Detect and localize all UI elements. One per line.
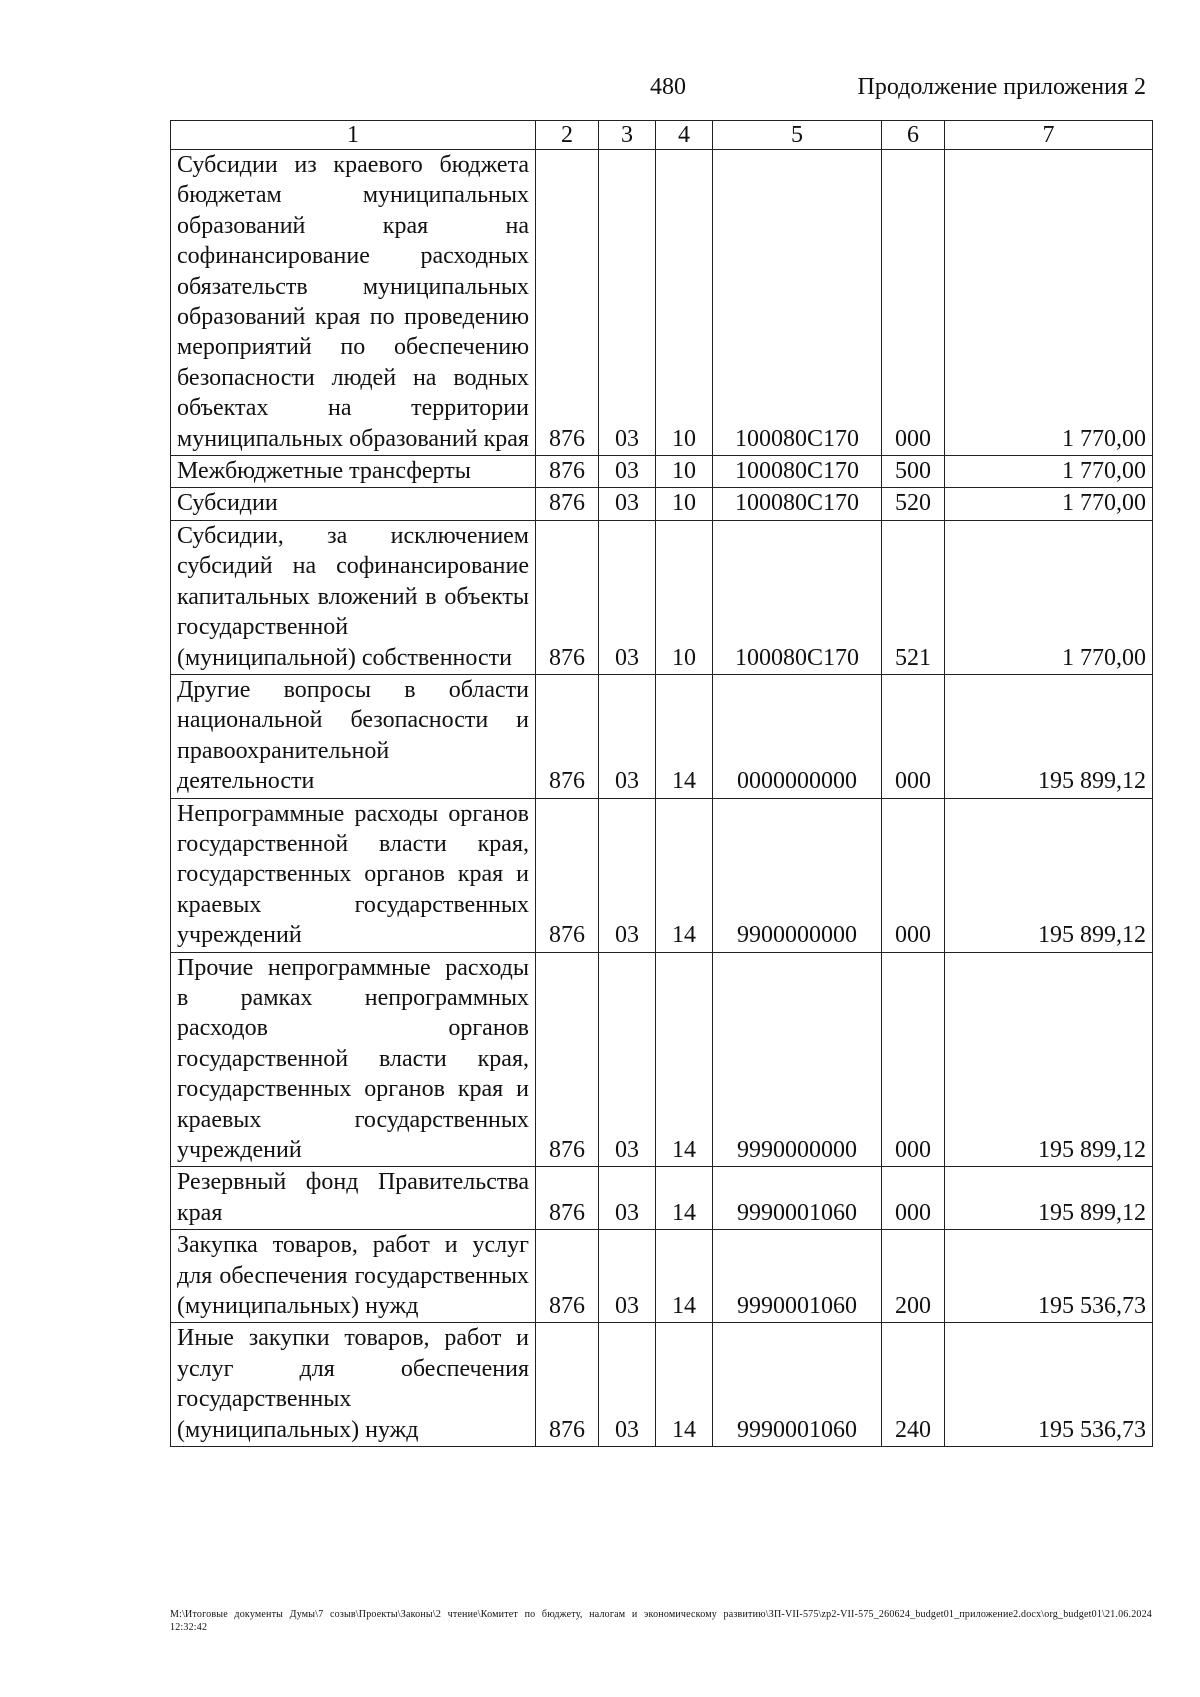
continuation-title: Продолжение приложения 2 bbox=[857, 74, 1146, 100]
subsection-cell: 10 bbox=[656, 488, 713, 520]
row-name-cell: Непрограммные расходы органов государственной власти края, государственных органов края и краевых государственных учреждений bbox=[171, 798, 536, 952]
admin-code-cell: 876 bbox=[536, 1167, 599, 1230]
table-row bbox=[171, 1230, 1153, 1323]
section-cell: 03 bbox=[599, 674, 656, 798]
target-article-cell: 9900000000 bbox=[713, 798, 882, 952]
row-name-cell: Субсидии из краевого бюджета бюджетам муниципальных образований края на софинансирование расходных обязательств муниципальных образований края по проведению мероприятий по обеспечению безопасности людей на водных объектах на территории муниципальных образований края bbox=[171, 150, 536, 456]
section-cell: 03 bbox=[599, 1323, 656, 1447]
table-row bbox=[171, 1323, 1153, 1447]
target-article-cell: 100080С170 bbox=[713, 150, 882, 456]
subsection-cell: 14 bbox=[656, 1230, 713, 1323]
subsection-cell: 14 bbox=[656, 952, 713, 1167]
amount-cell: 1 770,00 bbox=[945, 520, 1153, 674]
section-cell: 03 bbox=[599, 798, 656, 952]
row-name-cell: Другие вопросы в области национальной безопасности и правоохранительной деятельности bbox=[171, 674, 536, 798]
expense-type-cell: 000 bbox=[882, 1167, 945, 1230]
column-header: 5 bbox=[713, 121, 882, 150]
expense-type-cell: 000 bbox=[882, 798, 945, 952]
admin-code-cell: 876 bbox=[536, 488, 599, 520]
section-cell: 03 bbox=[599, 1230, 656, 1323]
section-cell: 03 bbox=[599, 952, 656, 1167]
admin-code-cell: 876 bbox=[536, 150, 599, 456]
row-name-cell: Субсидии bbox=[171, 488, 536, 520]
document-path-footer: M:\Итоговые документы Думы\7 созыв\Проекты\Законы\2 чтение\Комитет по бюджету, налогам и экономическому развитию\ЗП-VII-575\zp2-VII-575_260624_budget01_приложение2.docx\org_budget01\21.06.2024 12:32:42 bbox=[170, 1609, 1152, 1633]
expense-type-cell: 000 bbox=[882, 952, 945, 1167]
column-header: 6 bbox=[882, 121, 945, 150]
target-article-cell: 9990000000 bbox=[713, 952, 882, 1167]
target-article-cell: 0000000000 bbox=[713, 674, 882, 798]
row-name-cell: Иные закупки товаров, работ и услуг для обеспечения государственных (муниципальных) нужд bbox=[171, 1323, 536, 1447]
section-cell: 03 bbox=[599, 1167, 656, 1230]
expense-type-cell: 000 bbox=[882, 674, 945, 798]
amount-cell: 195 536,73 bbox=[945, 1230, 1153, 1323]
table-row bbox=[171, 520, 1153, 674]
subsection-cell: 10 bbox=[656, 520, 713, 674]
admin-code-cell: 876 bbox=[536, 520, 599, 674]
amount-cell: 1 770,00 bbox=[945, 488, 1153, 520]
amount-cell: 1 770,00 bbox=[945, 150, 1153, 456]
row-name-cell: Закупка товаров, работ и услуг для обеспечения государственных (муниципальных) нужд bbox=[171, 1230, 536, 1323]
section-cell: 03 bbox=[599, 488, 656, 520]
expense-type-cell: 200 bbox=[882, 1230, 945, 1323]
subsection-cell: 10 bbox=[656, 150, 713, 456]
target-article-cell: 9990001060 bbox=[713, 1323, 882, 1447]
target-article-cell: 9990001060 bbox=[713, 1230, 882, 1323]
table-row bbox=[171, 1167, 1153, 1230]
table-row bbox=[171, 798, 1153, 952]
subsection-cell: 14 bbox=[656, 1323, 713, 1447]
amount-cell: 195 899,12 bbox=[945, 1167, 1153, 1230]
expense-type-cell: 520 bbox=[882, 488, 945, 520]
budget-table bbox=[170, 120, 1153, 1447]
column-header: 7 bbox=[945, 121, 1153, 150]
table-row bbox=[171, 674, 1153, 798]
column-header: 4 bbox=[656, 121, 713, 150]
admin-code-cell: 876 bbox=[536, 674, 599, 798]
subsection-cell: 14 bbox=[656, 798, 713, 952]
target-article-cell: 9990001060 bbox=[713, 1167, 882, 1230]
admin-code-cell: 876 bbox=[536, 798, 599, 952]
table-header-row bbox=[171, 121, 1153, 150]
target-article-cell: 100080С170 bbox=[713, 520, 882, 674]
subsection-cell: 10 bbox=[656, 456, 713, 488]
column-header: 3 bbox=[599, 121, 656, 150]
table-row bbox=[171, 952, 1153, 1167]
row-name-cell: Межбюджетные трансферты bbox=[171, 456, 536, 488]
row-name-cell: Субсидии, за исключением субсидий на софинансирование капитальных вложений в объекты государственной (муниципальной) собственности bbox=[171, 520, 536, 674]
target-article-cell: 100080С170 bbox=[713, 456, 882, 488]
subsection-cell: 14 bbox=[656, 674, 713, 798]
table-row bbox=[171, 456, 1153, 488]
amount-cell: 195 899,12 bbox=[945, 798, 1153, 952]
section-cell: 03 bbox=[599, 520, 656, 674]
admin-code-cell: 876 bbox=[536, 1230, 599, 1323]
amount-cell: 195 899,12 bbox=[945, 674, 1153, 798]
section-cell: 03 bbox=[599, 456, 656, 488]
amount-cell: 195 536,73 bbox=[945, 1323, 1153, 1447]
subsection-cell: 14 bbox=[656, 1167, 713, 1230]
admin-code-cell: 876 bbox=[536, 456, 599, 488]
expense-type-cell: 240 bbox=[882, 1323, 945, 1447]
admin-code-cell: 876 bbox=[536, 1323, 599, 1447]
column-header: 1 bbox=[171, 121, 536, 150]
table-row bbox=[171, 150, 1153, 456]
expense-type-cell: 000 bbox=[882, 150, 945, 456]
row-name-cell: Резервный фонд Правительства края bbox=[171, 1167, 536, 1230]
expense-type-cell: 521 bbox=[882, 520, 945, 674]
table-row bbox=[171, 488, 1153, 520]
admin-code-cell: 876 bbox=[536, 952, 599, 1167]
target-article-cell: 100080С170 bbox=[713, 488, 882, 520]
section-cell: 03 bbox=[599, 150, 656, 456]
amount-cell: 1 770,00 bbox=[945, 456, 1153, 488]
page-number: 480 bbox=[650, 74, 686, 100]
expense-type-cell: 500 bbox=[882, 456, 945, 488]
amount-cell: 195 899,12 bbox=[945, 952, 1153, 1167]
column-header: 2 bbox=[536, 121, 599, 150]
row-name-cell: Прочие непрограммные расходы в рамках непрограммных расходов органов государственной власти края, государственных органов края и краевых государственных учреждений bbox=[171, 952, 536, 1167]
